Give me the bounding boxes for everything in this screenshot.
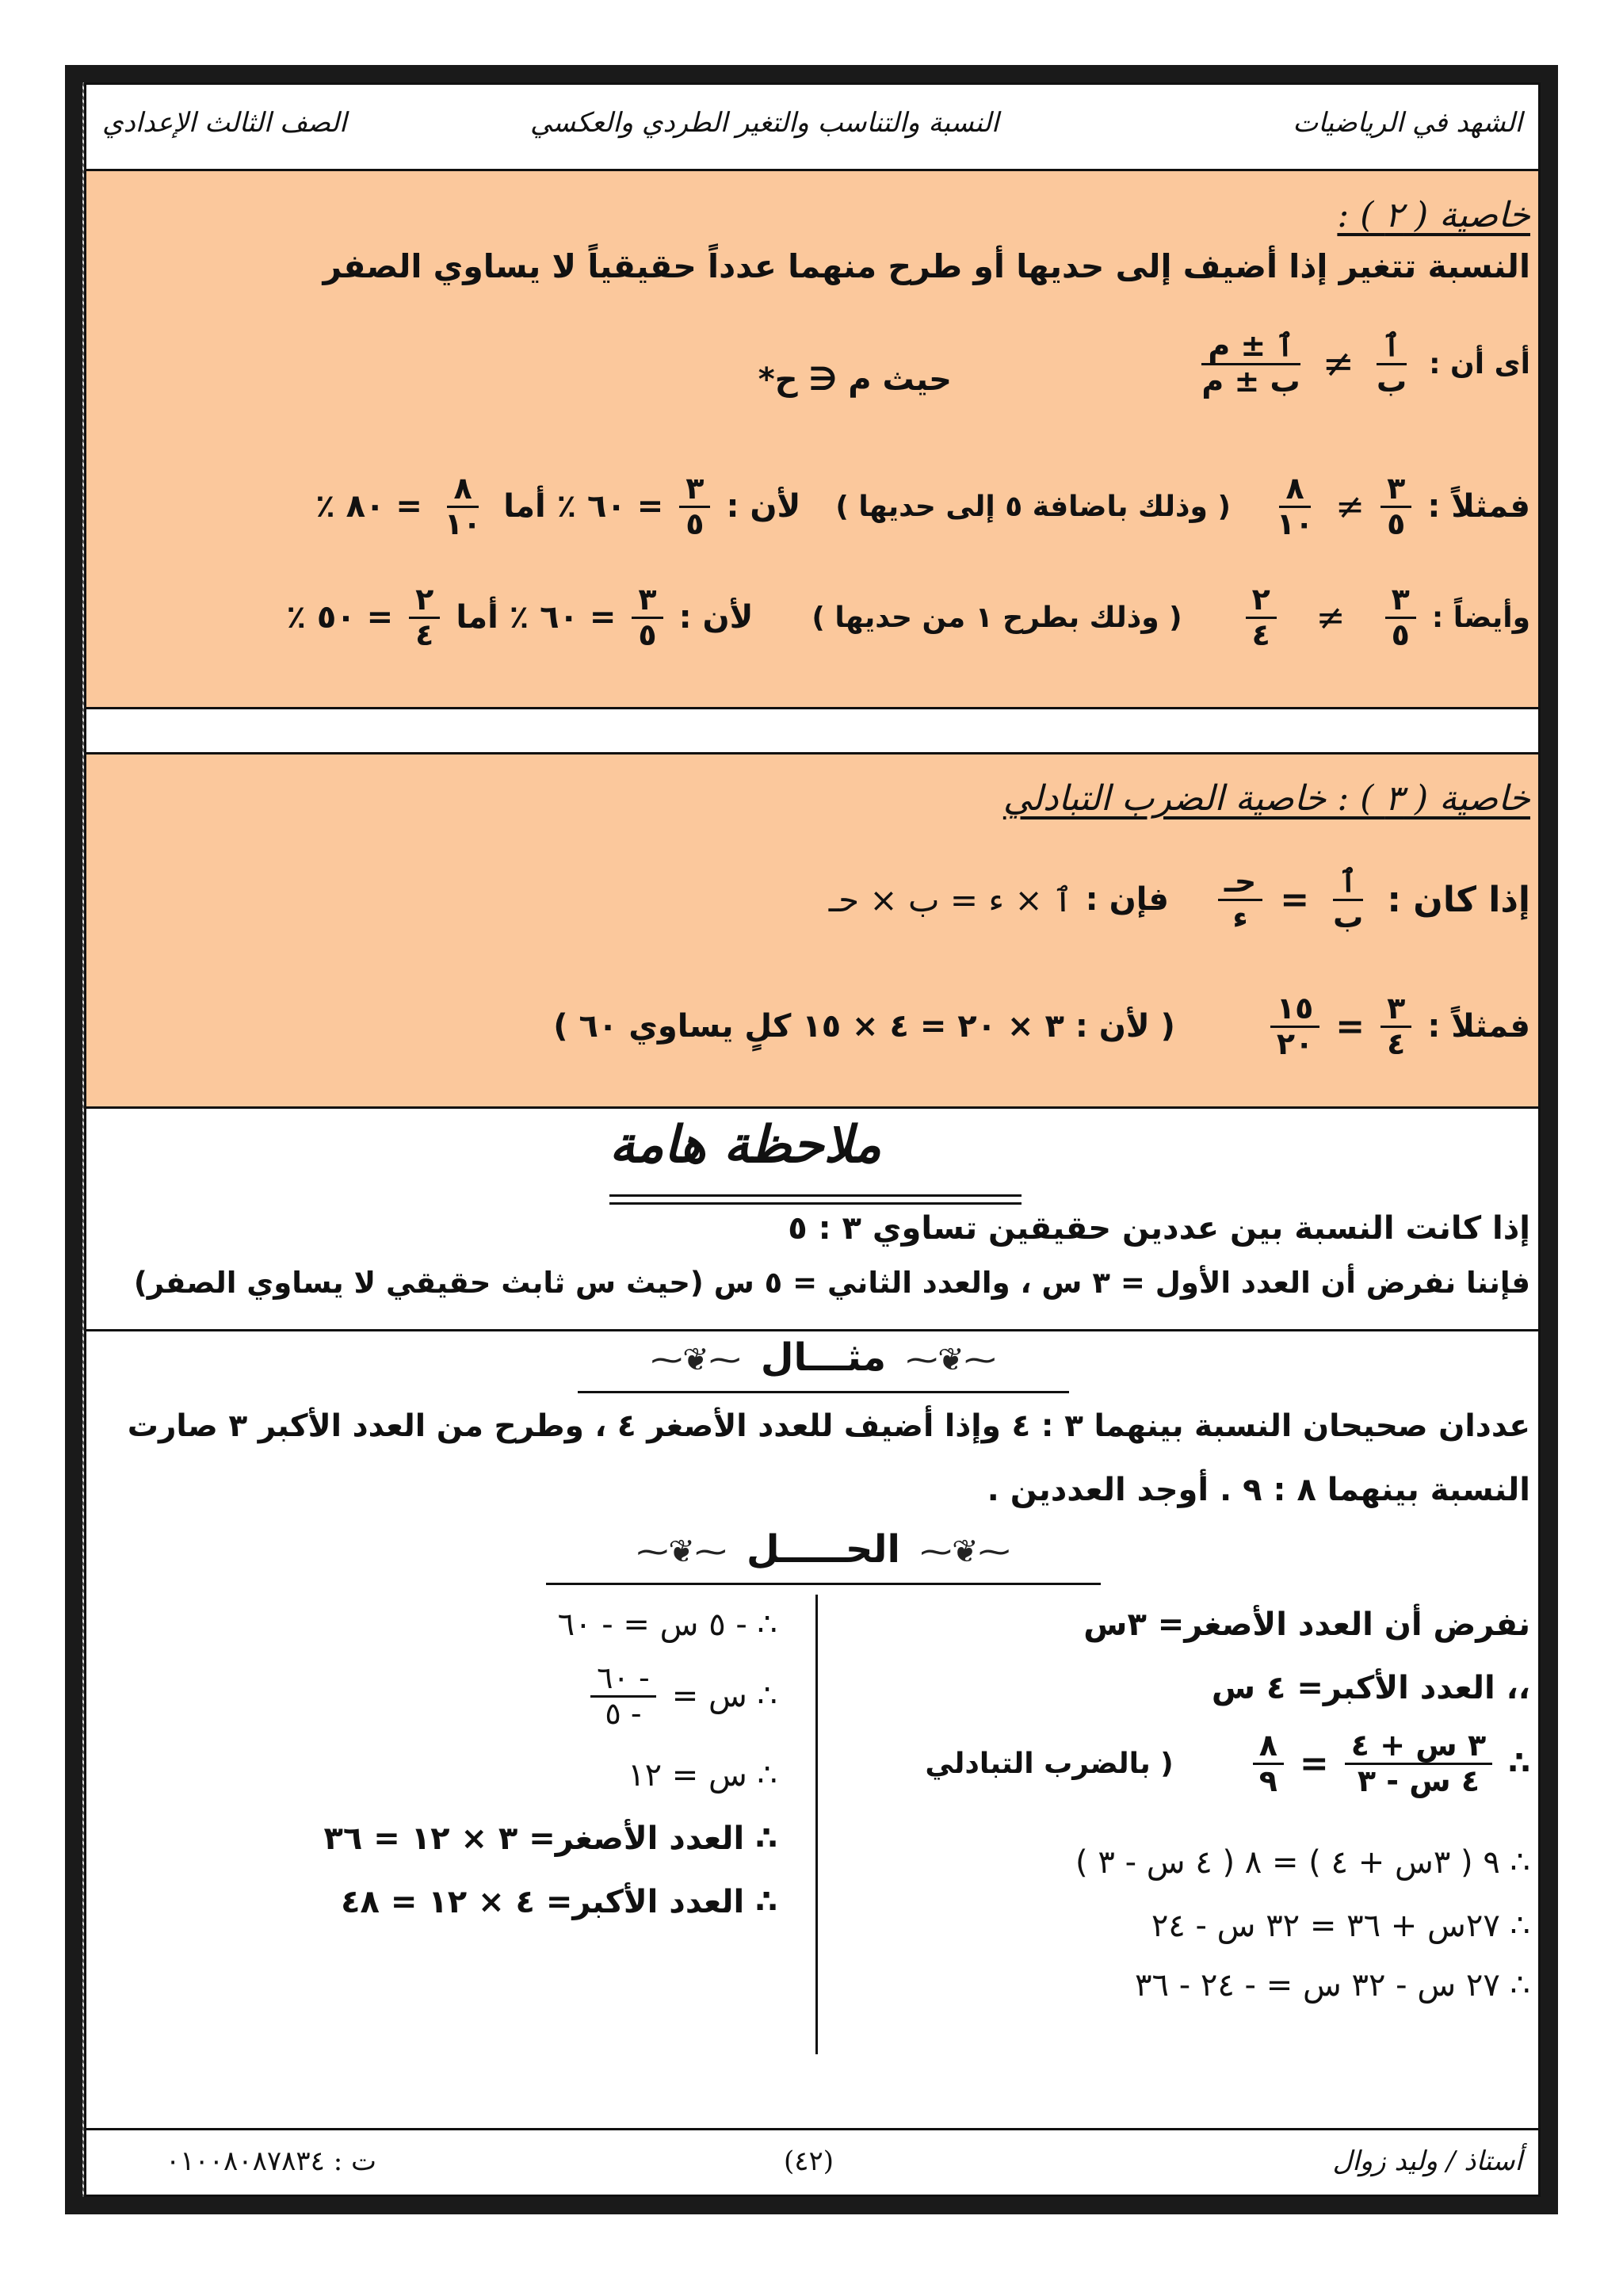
note-title-underline [609,1202,1022,1205]
not-equal-sign: ≠ [1322,342,1354,387]
example-underline [578,1391,1069,1393]
ornament-icon: ⁓❦⁓ [906,1342,996,1378]
example-2-fraction-2: $\frac{٢}{٤}$ [1246,583,1277,652]
example-1-label: فمثلاً : [1427,488,1530,525]
footer-teacher: أستاذ / وليد زوال [1332,2145,1522,2177]
example-text-1: عددان صحيحان النسبة بينهما ٣ : ٤ وإذا أضيف للعدد الأصغر ٤ ، وطرح من العدد الأكبر ٣ صارت [127,1408,1530,1444]
example-2-eq1: = ٦٠ ٪ أما [456,599,617,636]
example-fraction-2: $\frac{١٥}{٢٠}$ [1270,992,1319,1061]
solution-step-5: ∴ ٢٧س + ٣٦ = ٣٢ س - ٢٤ [1151,1908,1530,1944]
step-3-fraction-2: $\frac{٨}{٩}$ [1253,1729,1284,1798]
solution-step-2: ،، العدد الأكبر= ٤ س [1211,1670,1530,1706]
solution-step-3 [925,1729,1530,1798]
property-3-title: خاصية ( ٣ ) : خاصية الضرب التبادلي [1002,778,1530,819]
then-label: فإن : [1085,881,1169,919]
solution-step-8 [586,1662,777,1731]
property-3-panel [86,752,1538,1109]
solution-step-9: ∴ س = ١٢ [628,1757,777,1794]
step-8-prefix: ∴ س = [671,1678,777,1715]
example-title: مثـــال [760,1335,887,1380]
solution-title: الحـــــل [747,1527,900,1572]
note-line-2: فإننا نفرض أن العدد الأول = ٣ س ، والعدد الثاني = ٥ س (حيث س ثابث حقيقي لا يساوي الصفر) [133,1266,1530,1300]
if-label: إذا كان : [1387,879,1530,920]
example-2-label: وأيضاً : [1431,601,1530,634]
example-2-because: لأن : [678,599,754,636]
example-1-because: لأن : [726,488,801,525]
example-2-fraction-3: $\frac{٣}{٥}$ [632,583,663,652]
cross-product-result: ٱ × ء = ب × حـ [828,880,1073,919]
page-content [84,82,1541,2197]
example-heading [578,1335,1069,1380]
rule-fraction-2: $\frac{\text{حـ}}{\text{ء}}$ [1218,865,1262,934]
property-3-rule [829,865,1530,934]
not-equal-sign: ≠ [1335,486,1365,527]
solution-column-divider [815,1595,818,2054]
example-note: ( لأن : ٣ × ٢٠ = ٤ × ١٥ كلٍ يساوي ٦٠ ) [553,1008,1175,1045]
solution-step-10: ∴ العدد الأصغر= ٣ × ١٢ = ٣٦ [323,1820,777,1857]
example-1-fraction-1: $\frac{٣}{٥}$ [1381,472,1411,541]
solution-underline [546,1583,1101,1585]
equals-sign: = [1335,1006,1365,1047]
rule-fraction-a: $\frac{\text{ٱ}}{\text{ب}}$ [1376,328,1407,399]
property-2-title: خاصية ( ٢ ) : [1337,195,1530,235]
rule-fraction-1: $\frac{\text{ٱ}}{\text{ب}}$ [1333,864,1364,934]
rule-fraction-b: $\frac{\text{ٱ ± م}}{\text{ب ± م}}$ [1201,328,1300,399]
example-text-2: النسبة بينهما ٨ : ٩ . أوجد العددين . [987,1472,1530,1508]
footer-divider [86,2128,1538,2130]
header-subject: الشهد في الرياضيات [1293,107,1522,139]
example-1-fraction-3: $\frac{٣}{٥}$ [679,472,710,541]
where-condition: حيث م ∈ ح* [758,361,952,398]
ornament-icon: ⁓❦⁓ [636,1534,727,1570]
note-title-underline [609,1194,1022,1197]
solution-step-11: ∴ العدد الأكبر= ٤ × ١٢ = ٤٨ [341,1884,777,1920]
step-3-note: ( بالضرب التبادلي [925,1747,1174,1780]
example-1-fraction-2: $\frac{٨}{١٠}$ [1276,471,1314,541]
example-2-fraction-4: $\frac{٢}{٤}$ [409,583,440,652]
example-2-fraction-1: $\frac{٣}{٥}$ [1385,583,1416,652]
therefore-icon: ∴ [1508,1745,1530,1782]
property-2-panel [86,169,1538,709]
solution-step-7: ∴ - ٥ س = - ٦٠ [557,1606,777,1643]
note-title: ملاحظة هامة [609,1115,881,1175]
solution-step-1: نفرض أن العدد الأصغر= ٣س [1083,1606,1530,1643]
example-1-row [104,472,1530,541]
example-label: فمثلاً : [1427,1008,1530,1045]
ie-label: أى أن : [1429,347,1530,380]
ornament-icon: ⁓❦⁓ [651,1342,741,1378]
property-2-rule [1190,330,1530,399]
header-grade: الصف الثالث الإعدادي [102,107,347,139]
not-equal-sign: ≠ [1316,597,1346,638]
solution-step-4: ∴ ٩ ( ٣س + ٤ ) = ٨ ( ٤ س - ٣ ) [1075,1844,1530,1881]
solution-step-6: ∴ ٢٧ س - ٣٢ س = - ٢٤ - ٣٦ [1135,1967,1530,2004]
footer-phone: ت : ٠١٠٠٨٠٨٧٨٣٤ [166,2145,376,2177]
example-2-row [104,583,1530,652]
example-1-eq1: = ٦٠ ٪ أما [503,488,664,525]
equals-sign: = [1299,1743,1329,1784]
example-1-eq2: = ٨٠ ٪ [315,488,422,525]
example-1-note: ( وذلك باضافة ٥ إلى حديها ) [835,490,1231,523]
example-2-eq2: = ٥٠ ٪ [286,599,394,636]
ornament-icon: ⁓❦⁓ [920,1534,1010,1570]
example-2-note: ( وذلك بطرح ١ من حديها ) [812,601,1182,634]
note-line-1: إذا كانت النسبة بين عددين حقيقين تساوي ٣ : ٥ [788,1210,1530,1247]
solution-heading [546,1527,1101,1572]
example-fraction-1: $\frac{٣}{٤}$ [1381,992,1411,1061]
divider [86,1329,1538,1331]
header-topic: النسبة والتناسب والتغير الطردي والعكسي [530,107,999,139]
example-1-fraction-4: $\frac{٨}{١٠}$ [444,471,482,541]
equals-sign: = [1280,879,1310,920]
property-2-statement: النسبة تتغير إذا أضيف إلى حديها أو طرح منهما عدداً حقيقياً لا يساوي الصفر [323,247,1530,285]
step-8-fraction: $\frac{- ٦٠}{- ٥}$ [590,1662,656,1731]
property-3-example [553,992,1530,1061]
step-3-fraction-1: $\frac{\text{٣ س + ٤}}{\text{٤ س - ٣}}$ [1345,1729,1492,1798]
page-number: (٤٢) [784,2145,834,2177]
